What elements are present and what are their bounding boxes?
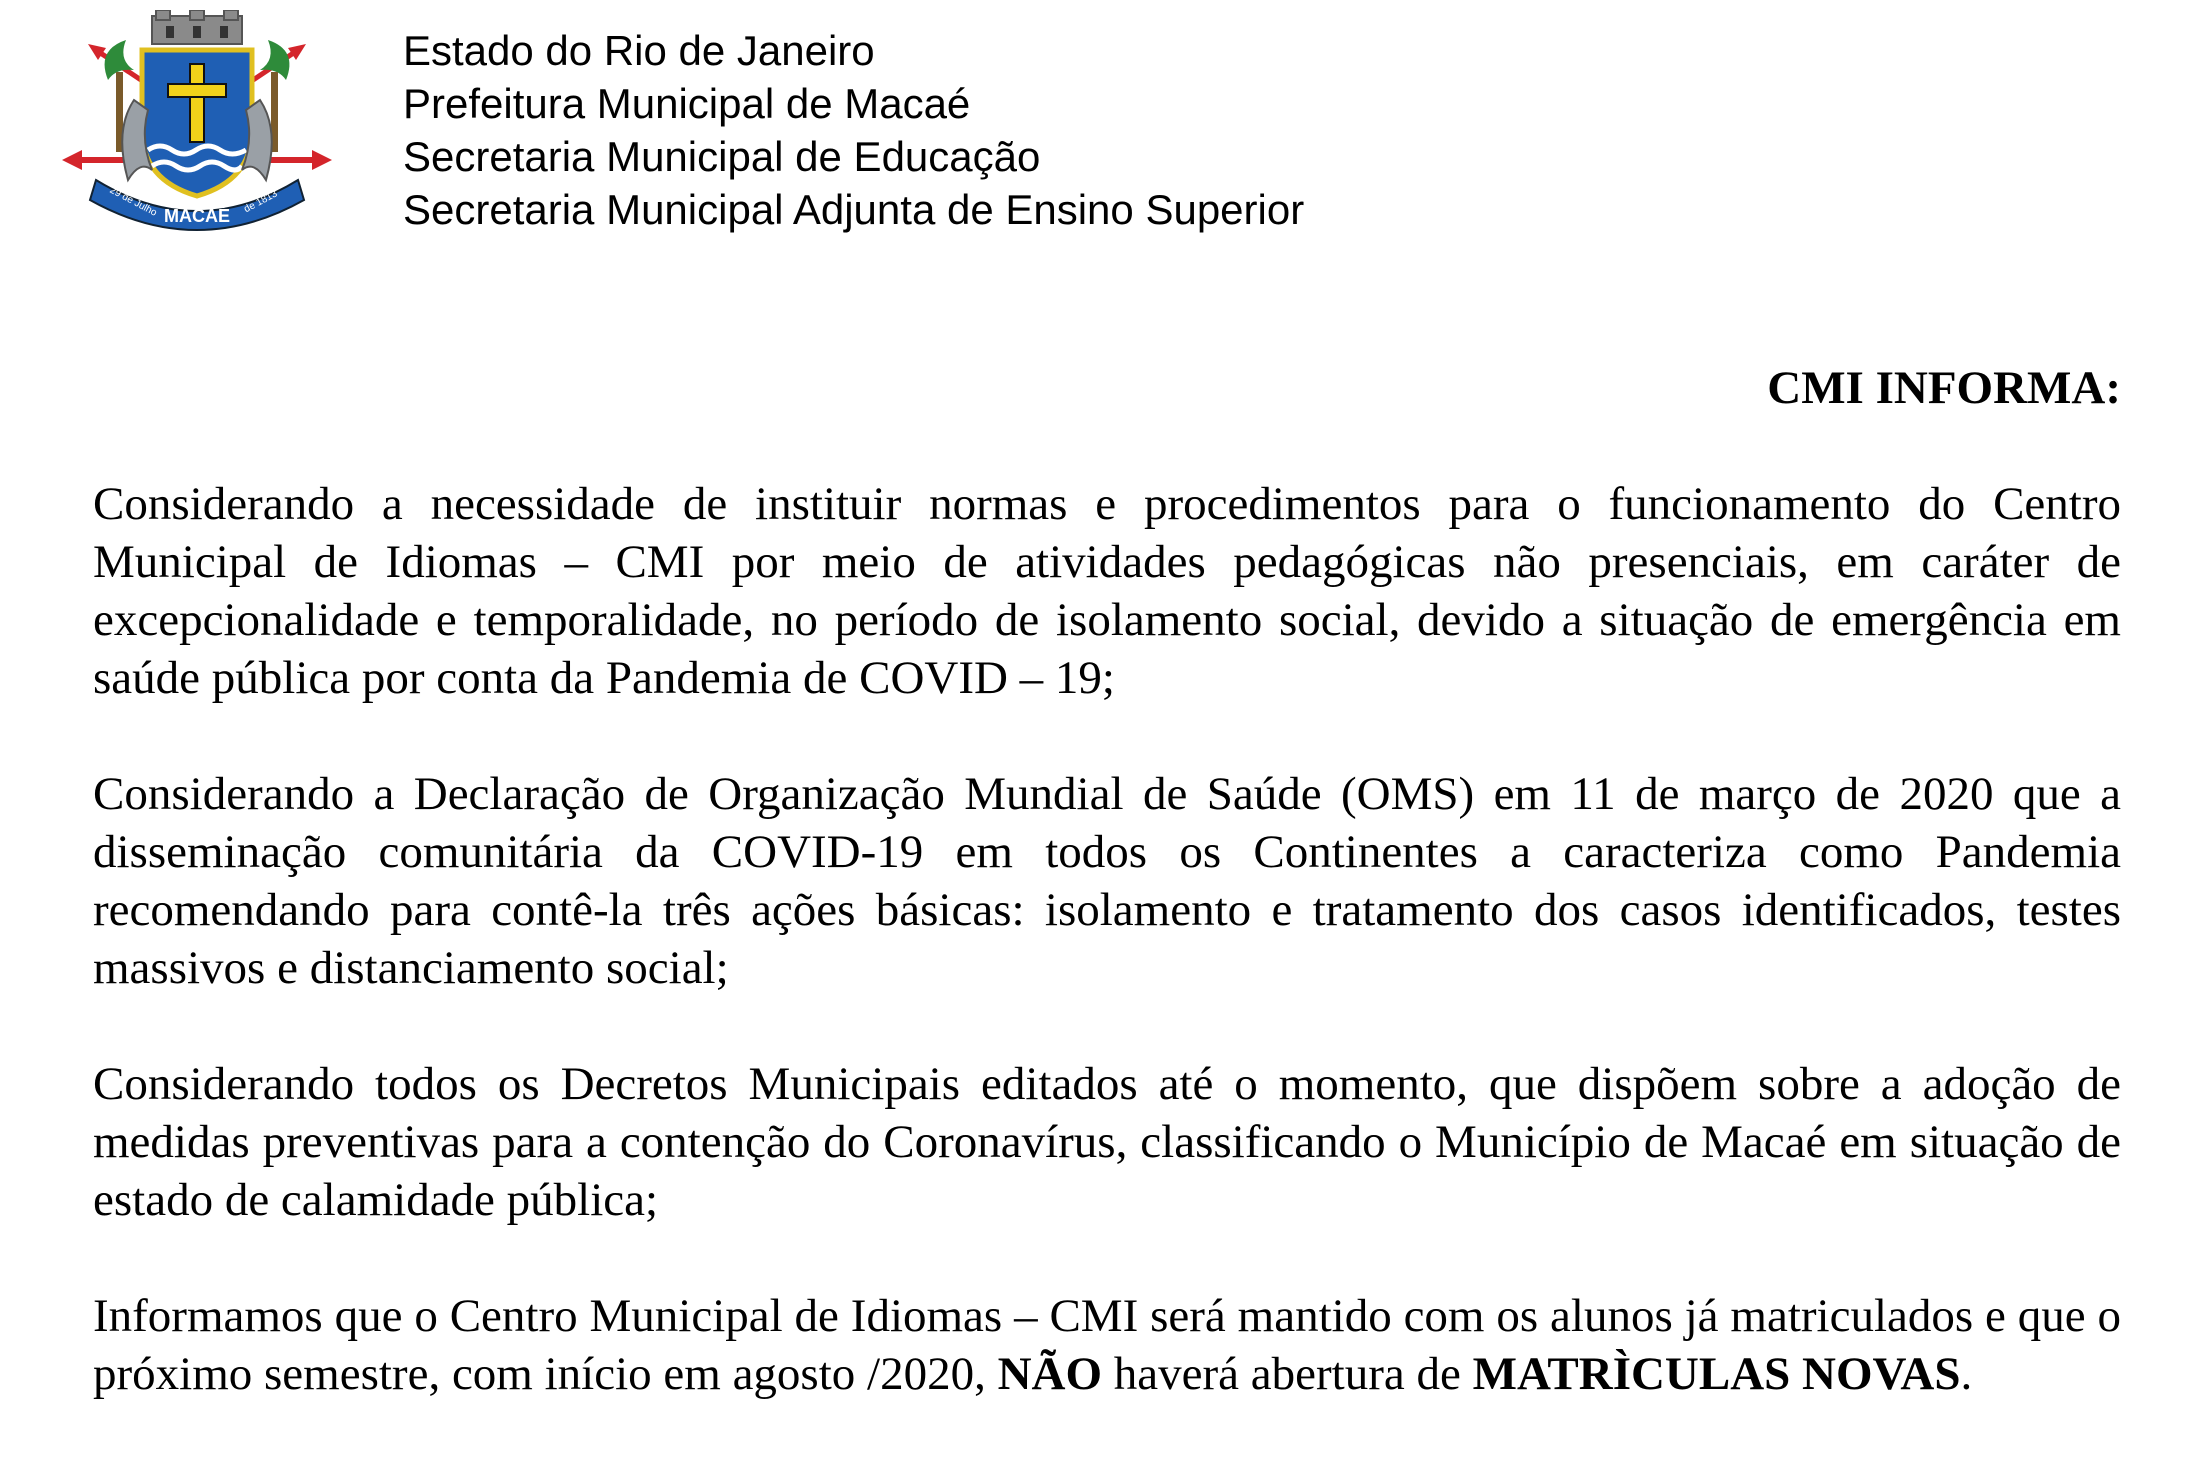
municipal-coat-of-arms-icon [56, 10, 338, 242]
letterhead-state: Estado do Rio de Janeiro [403, 27, 875, 74]
letterhead-prefecture: Prefeitura Municipal de Macaé [403, 80, 971, 127]
paragraph-who-declaration: Considerando a Declaração de Organização Mundial de Saúde (OMS) em 11 de março de 2020 que a disseminação comunitária da COVID-19 em todos os Continentes a caracteriza como Pandemia recomendando para contê-la três ações básicas: isolamento e tratamento dos casos identificados, testes massivos e distanciamento social; [93, 768, 2121, 994]
crest-ribbon-left: 29 de Julho [107, 184, 159, 219]
enrollment-emphasis-new-enrollments: MATRÌCULAS NOVAS [1472, 1348, 1961, 1400]
notice-body [93, 475, 2121, 1403]
paragraph-municipal-decrees: Considerando todos os Decretos Municipais editados até o momento, que dispõem sobre a adoção de medidas preventivas para a contenção do Coronavírus, classificando o Município de Macaé em situação de estado de calamidade pública; [93, 1058, 2121, 1226]
paragraph-isolation: Considerando a necessidade de instituir normas e procedimentos para o funcionamento do Centro Municipal de Idiomas – CMI por meio de atividades pedagógicas não presenciais, em caráter de excepcionalidade e temporalidade, no período de isolamento social, devido a situação de emergência em saúde pública por conta da Pandemia de COVID – 19; [93, 478, 2121, 704]
enrollment-text-3: . [1960, 1348, 1973, 1400]
enrollment-text-2: haverá abertura de [1102, 1348, 1473, 1400]
enrollment-text-1: Informamos que o Centro Municipal de Idiomas – CMI será mantido com os alunos já matriculados e que o próximo semestre, com início em agosto /2020, [93, 1290, 2121, 1400]
enrollment-emphasis-no: NÃO [997, 1348, 1103, 1400]
letterhead-higher-education-secretariat: Secretaria Municipal Adjunta de Ensino Superior [403, 186, 1305, 233]
paragraph-enrollment-notice [93, 1287, 2121, 1403]
letterhead [403, 24, 1304, 236]
notice-title: CMI INFORMA: [1767, 362, 2121, 414]
crest-banner-text: MACAÉ [164, 206, 230, 226]
crest-ribbon-right: de 1813 [242, 188, 280, 216]
letterhead-education-secretariat: Secretaria Municipal de Educação [403, 133, 1041, 180]
